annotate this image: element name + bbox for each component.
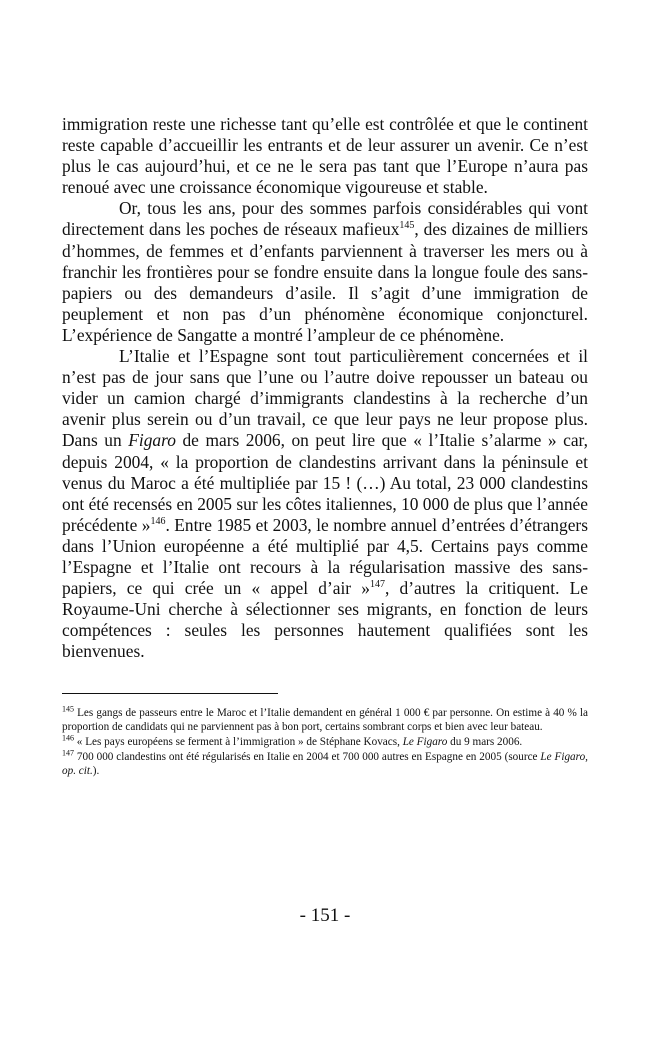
paragraph-3-text-3: . Entre 1985 et 2003, le nombre annuel d’entrées d’étrangers dans l’Union européenne a été multiplié par 4,5. Certains pays comme l’Espagne et l’Italie ont recours à la régularisation massive des sans-papiers, ce qui crée un « appel d’air » <box>62 514 588 599</box>
footnotes <box>62 704 588 778</box>
footnote-number: 146 <box>62 733 74 743</box>
paragraph-2 <box>62 198 588 346</box>
paragraph-1 <box>62 114 588 198</box>
footnote-divider <box>62 693 278 694</box>
footnote-number: 147 <box>62 748 74 758</box>
page-number: - 151 - <box>299 905 351 926</box>
footnote-ref-146[interactable]: 146 <box>150 515 166 527</box>
paragraph-2-text-1: Or, tous les ans, pour des sommes parfois considérables qui vont directement dans les poches de réseaux mafieux <box>62 198 588 240</box>
footnote-text: Les gangs de passeurs entre le Maroc et l’Italie demandent en général 1 000 € par personne. On estime à 40 % la proportion de candidats qui ne parviennent pas à bon port, certains sombrant corps et bien avec leur bateau. <box>62 707 588 734</box>
paragraph-3-text-2: de mars 2006, on peut lire que « l’Italie s’alarme » car, depuis 2004, « la proportion de clandestins arrivant dans la péninsule et venus du Maroc a été multipliée par 15 ! (…) Au total, 23 000 clandestins ont été recensés en 2005 sur les côtes italiennes, 10 000 de plus que l’année précédente » <box>62 430 589 535</box>
footnote-text: 700 000 clandestins ont été régularisés en Italie en 2004 et 700 000 autres en Espagne en 2005 (source <box>74 750 541 763</box>
footnote-source-italic: Le Figaro <box>402 736 448 749</box>
paragraph-1-text: immigration reste une richesse tant qu’elle est contrôlée et que le continent reste capable d’accueillir les entrants et de leur assurer un avenir. Ce n’est plus le cas aujourd’hui, et ce ne le sera pas tant que l’Europe n’aura pas renoué avec une croissance économique vigoureuse et stable. <box>62 114 588 198</box>
footnote-147 <box>62 748 588 779</box>
footnote-145 <box>62 704 588 735</box>
footnote-number: 145 <box>62 704 74 714</box>
footnote-text-end: ). <box>92 764 100 777</box>
paragraph-3 <box>62 346 588 662</box>
page-body <box>62 114 588 779</box>
footnote-text-end: du 9 mars 2006. <box>447 736 523 749</box>
footnote-ref-147[interactable]: 147 <box>369 579 385 591</box>
footnote-146 <box>62 733 588 750</box>
paragraph-3-text-4: , d’autres la critiquent. Le Royaume-Uni cherche à sélectionner ses migrants, en fonction de leurs compétences : seules les personnes hautement qualifiées sont les bienvenues. <box>62 578 588 662</box>
paragraph-3-text-1: L’Italie et l’Espagne sont tout particulièrement concernées et il n’est pas de jour sans que l’une ou l’autre doive repousser un bateau ou vider un camion chargé d’immigrants clandestins à la recherche d’un avenir plus serein ou d’un travail, ce que leur pays ne leur propose plus. Dans un <box>62 346 588 451</box>
footnote-ref-145[interactable]: 145 <box>399 220 415 232</box>
footnote-text: « Les pays européens se ferment à l’immigration » de Stéphane Kovacs, <box>74 736 403 749</box>
footnote-source-italic: Le Figaro, op. cit. <box>62 750 588 777</box>
paragraph-2-text-2: , des dizaines de milliers d’hommes, de femmes et d’enfants parviennent à traverser les mers ou à franchir les frontières pour se fondre ensuite dans la longue foule des sans-papiers ou des demandeurs d’asile. Il s’agit d’une immigration de peuplement et non pas d’un phénomène économique conjoncturel. L’expérience de Sangatte a montré l’ampleur de ce phénomène. <box>62 219 588 345</box>
paragraph-3-italic-figaro: Figaro <box>128 430 176 451</box>
